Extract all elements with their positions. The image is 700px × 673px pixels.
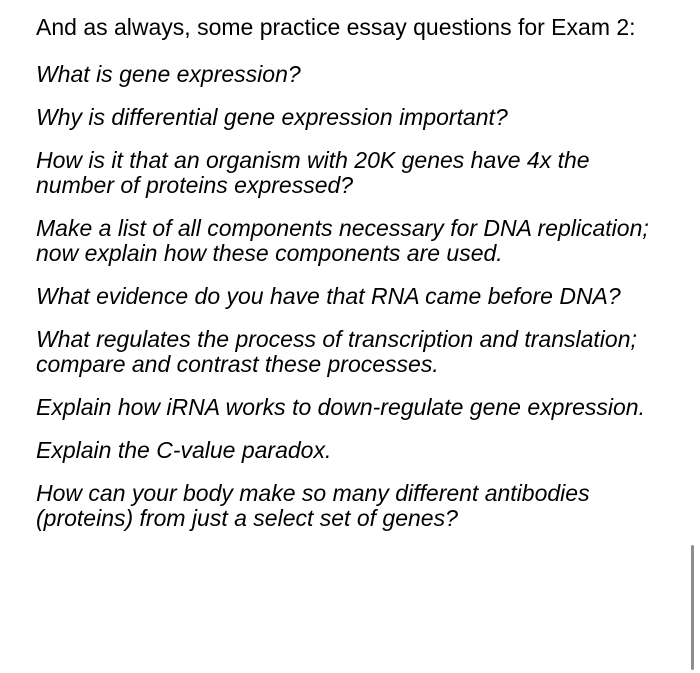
intro-text: And as always, some practice essay questions for Exam 2: [36, 14, 636, 40]
question-1: What is gene expression? [36, 61, 301, 87]
question-8: Explain the C-value paradox. [36, 437, 332, 463]
question-3: How is it that an organism with 20K genes have 4x the number of proteins expressed? [36, 147, 590, 198]
document-body [36, 10, 664, 549]
question-2: Why is differential gene expression important? [36, 104, 508, 130]
vertical-scrollbar[interactable] [691, 545, 694, 670]
question-6: What regulates the process of transcription and translation; compare and contrast these processes. [36, 326, 637, 377]
question-7: Explain how iRNA works to down-regulate gene expression. [36, 394, 645, 420]
question-4: Make a list of all components necessary for DNA replication; now explain how these components are used. [36, 215, 649, 266]
question-9: How can your body make so many different antibodies (proteins) from just a select set of genes? [36, 480, 590, 531]
question-5: What evidence do you have that RNA came before DNA? [36, 283, 621, 309]
